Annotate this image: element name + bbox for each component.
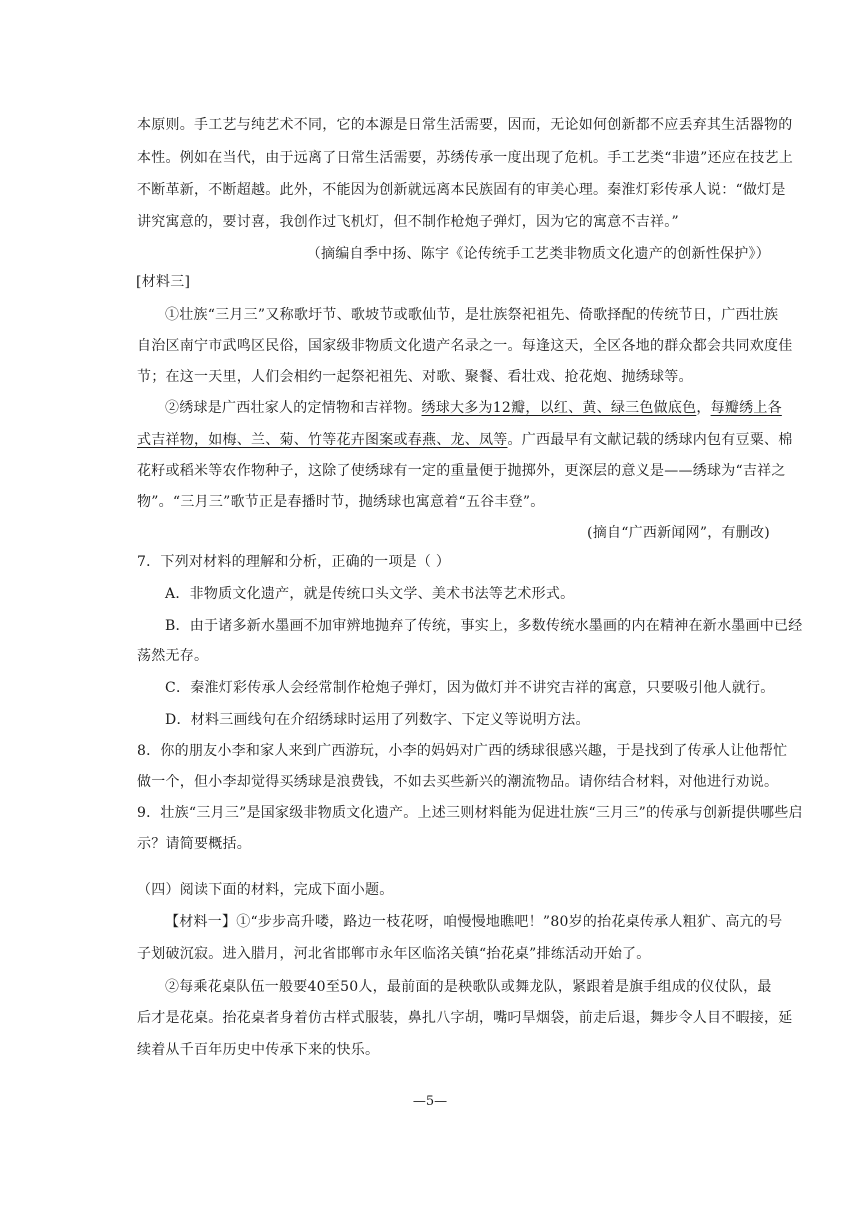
source-citation: （摘编自季中扬、陈宇《论传统手工艺类非物质文化遗产的创新性保护》） xyxy=(306,246,770,262)
question-9: 9．壮族“三月三”是国家级非物质文化遗产。上述三则材料能为促进壮族“三月三”的传承与创新提供哪些启 xyxy=(137,805,803,821)
option-c: C．秦淮灯彩传承人会经常制作枪炮子弹灯，因为做灯并不讲究吉祥的寓意，只要吸引他人就行。 xyxy=(165,680,775,696)
text-line: ②每乘花桌队伍一般要40至50人，最前面的是秧歌队或舞龙队，紧跟着是旗手组成的仪仗队，最 xyxy=(165,979,772,995)
text-line: 物”。“三月三”歌节正是春播时节，抛绣球也寓意着“五谷丰登”。 xyxy=(137,494,545,510)
underlined-sentence: 绣球大多为12瓣，以红、黄、绿三色做底色 xyxy=(421,400,697,416)
option-b-cont: 荡然无存。 xyxy=(137,648,209,664)
text-line xyxy=(165,398,782,418)
underlined-sentence: 每瓣绣上各 xyxy=(710,400,782,416)
text-line: 本性。例如在当代，由于远离了日常生活需要，苏绣传承一度出现了危机。手工艺类“非遗”还应在技艺上 xyxy=(137,150,794,166)
underlined-sentence: 式吉祥物，如梅、兰、菊、竹等花卉图案或春燕、龙、凤等 xyxy=(137,432,508,448)
text-line: ①壮族“三月三”又称歌圩节、歌坡节或歌仙节，是壮族祭祀祖先、倚歌择配的传统节日，广西壮族 xyxy=(165,307,779,323)
page-number: —5— xyxy=(412,1094,448,1109)
material-3-heading: [材料三] xyxy=(136,274,191,290)
section-4-heading: （四）阅读下面的材料，完成下面小题。 xyxy=(137,882,394,898)
option-d: D．材料三画线句在介绍绣球时运用了列数字、下定义等说明方法。 xyxy=(165,712,590,728)
text-line: 子划破沉寂。进入腊月，河北省邯郸市永年区临洺关镇“抬花桌”排练活动开始了。 xyxy=(137,946,651,962)
text-line: 后才是花桌。抬花桌者身着仿古样式服装，鼻扎八字胡，嘴叼旱烟袋，前走后退，舞步令人目不暇接，延 xyxy=(137,1010,793,1026)
text-line xyxy=(137,430,793,450)
question-8: 8．你的朋友小李和家人来到广西游玩，小李的妈妈对广西的绣球很感兴趣，于是找到了传承人让他帮忙 xyxy=(137,743,788,759)
option-b: B．由于诸多新水墨画不加审辨地抛弃了传统，事实上，多数传统水墨画的内在精神在新水墨画中已经 xyxy=(165,618,803,634)
text-line: 续着从千百年历史中传承下来的快乐。 xyxy=(137,1042,380,1058)
text-line: 花籽或稻米等农作物种子，这除了使绣球有一定的重量便于抛掷外，更深层的意义是——绣球为“吉祥之 xyxy=(137,463,786,479)
text-line: 节；在这一天里，人们会相约一起祭祀祖先、对歌、聚餐、看壮戏、抢花炮、抛绣球等。 xyxy=(137,369,693,385)
plain-text: 。广西最早有文献记载的绣球内包有豆粟、棉 xyxy=(507,432,793,448)
text-line: 讲究寓意的，要讨喜，我创作过飞机灯，但不制作枪炮子弹灯，因为它的寓意不吉祥。” xyxy=(137,214,679,230)
text-line: 本原则。手工艺与纯艺术不同，它的本源是日常生活需要，因而，无论如何创新都不应丢弃其生活器物的 xyxy=(137,117,793,133)
plain-text: ， xyxy=(696,400,711,416)
question-8-cont: 做一个，但小李却觉得买绣球是浪费钱，不如去买些新兴的潮流物品。请你结合材料，对他进行劝说。 xyxy=(137,774,779,790)
plain-text: ②绣球是广西壮家人的定情物和吉祥物。 xyxy=(165,400,422,416)
text-line: 自治区南宁市武鸣区民俗，国家级非物质文化遗产名录之一。每逢这天，全区各地的群众都会共同欢度佳 xyxy=(137,338,793,354)
option-a: A．非物质文化遗产，就是传统口头文学、美术书法等艺术形式。 xyxy=(165,586,575,602)
question-9-cont: 示？请简要概括。 xyxy=(137,836,251,852)
source-citation: (摘自“广西新闻网”，有删改) xyxy=(587,525,770,541)
text-line: 【材料一】①“步步高升喽，路边一枝花呀，咱慢慢地瞧吧！”80岁的抬花桌传承人粗犷、高亢的号 xyxy=(165,914,783,930)
question-7-stem: 7．下列对材料的理解和分析，正确的一项是（ ） xyxy=(137,554,451,570)
text-line: 不断革新，不断超越。此外，不能因为创新就远离本民族固有的审美心理。秦淮灯彩传承人说：“做灯是 xyxy=(137,182,786,198)
